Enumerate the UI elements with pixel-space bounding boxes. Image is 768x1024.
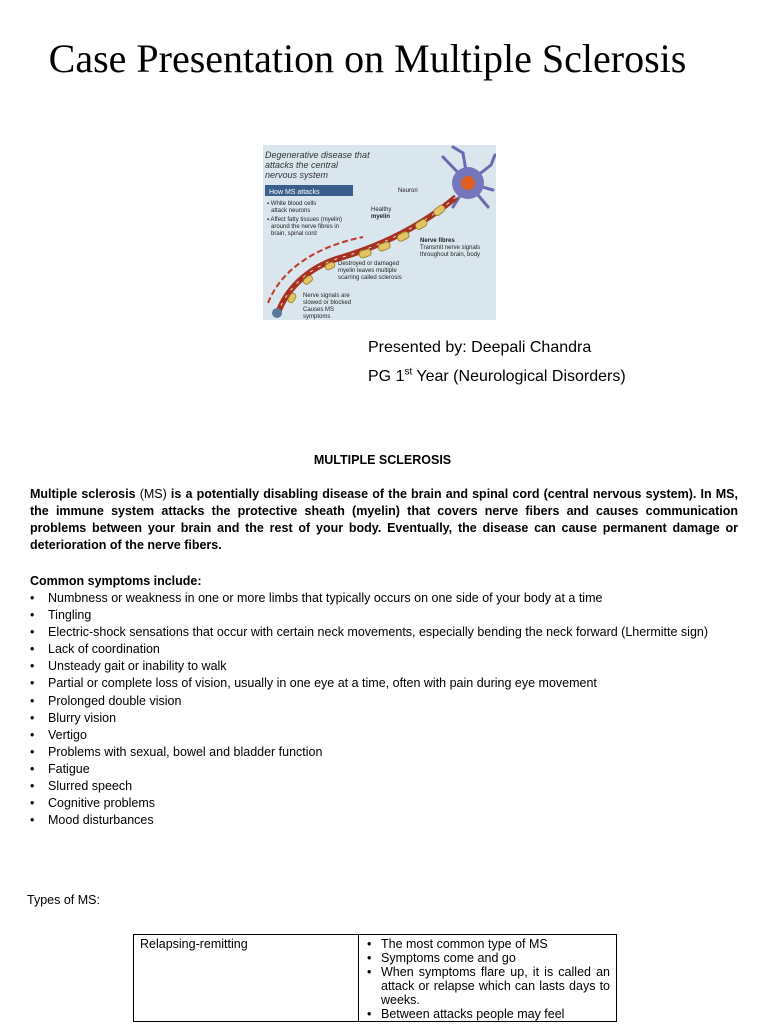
svg-text:Healthy: Healthy <box>371 207 392 213</box>
svg-text:around the nerve fibres in: around the nerve fibres in <box>271 224 340 230</box>
intro-abbr: (MS) <box>135 487 171 501</box>
list-item: • Slurred speech <box>30 778 740 795</box>
symptoms-title: Common symptoms include: <box>30 574 202 588</box>
svg-text:throughout brain, body: throughout brain, body <box>420 252 481 258</box>
nucleus <box>461 176 475 190</box>
list-item: • Cognitive problems <box>30 795 740 812</box>
list-item: • Blurry vision <box>30 710 740 727</box>
svg-text:slowed or blocked: slowed or blocked <box>303 300 352 306</box>
symptoms-list <box>30 590 740 829</box>
svg-text:Causes MS: Causes MS <box>303 307 335 313</box>
list-item: • Electric-shock sensations that occur with certain neck movements, especially bending the neck forward (Lhermitte sign) <box>30 624 740 641</box>
presented-by: Presented by: Deepali Chandra <box>368 339 592 356</box>
svg-text:myelin: myelin <box>371 214 391 220</box>
svg-text:brain, spinal cord: brain, spinal cord <box>271 231 317 237</box>
list-item: • Numbness or weakness in one or more limbs that typically occurs on one side of your body at a time <box>30 590 740 607</box>
list-item: • Vertigo <box>30 727 740 744</box>
ms-type-name: Relapsing-remitting <box>134 935 359 1022</box>
list-item: • Symptoms come and go <box>365 951 610 965</box>
list-item: • Problems with sexual, bowel and bladder function <box>30 744 740 761</box>
section-heading: MULTIPLE SCLEROSIS <box>313 453 452 467</box>
list-item: • Fatigue <box>30 761 740 778</box>
figure-banner-text: How MS attacks <box>269 189 320 196</box>
svg-text:attack neurons: attack neurons <box>271 208 311 214</box>
svg-text:Neuron: Neuron <box>398 188 418 194</box>
document-title: Case Presentation on Multiple Sclerosis <box>48 36 687 81</box>
intro-lead: Multiple sclerosis <box>30 487 136 501</box>
intro-rest: is a potentially disabling disease of the brain and spinal cord (central nervous system). In MS, the immune system attacks the protective sheath (myelin) that covers nerve fibers and causes communication problems between your brain and the rest of your body. Eventually, the disease can cause permanent damage or deterioration of the nerve fibers. <box>30 487 738 552</box>
list-item: • Unsteady gait or inability to walk <box>30 658 740 675</box>
presenter-year <box>368 368 626 386</box>
svg-text:scarring called sclerosis: scarring called sclerosis <box>338 275 402 281</box>
types-title: Types of MS: <box>27 893 100 907</box>
ms-type-points <box>359 935 617 1022</box>
intro-paragraph <box>30 486 738 554</box>
list-item: • When symptoms flare up, it is called an attack or relapse which can lasts days to weeks. <box>365 965 610 1007</box>
svg-text:Nerve fibres: Nerve fibres <box>420 238 455 244</box>
ms-illustration <box>263 145 496 320</box>
figure-caption-line2: attacks the central <box>265 160 339 170</box>
svg-text:symptoms: symptoms <box>303 314 331 320</box>
svg-text:Destroyed or damaged: Destroyed or damaged <box>338 261 400 267</box>
svg-text:Transmit nerve signals: Transmit nerve signals <box>420 245 481 251</box>
presenter-year-sup: st <box>404 366 413 378</box>
presenter-year-post: Year (Neurological Disorders) <box>412 368 626 385</box>
figure-caption-line3: nervous system <box>265 170 329 180</box>
figure-caption-line1: Degenerative disease that <box>265 150 370 160</box>
svg-text:▪ Affect fatty tissues (myelin: ▪ Affect fatty tissues (myelin) <box>267 217 343 223</box>
svg-text:Nerve signals are: Nerve signals are <box>303 293 350 299</box>
svg-text:▪ White blood cells: ▪ White blood cells <box>267 201 317 207</box>
list-item: • Prolonged double vision <box>30 693 740 710</box>
ms-types-table <box>133 934 617 1022</box>
list-item: • Mood disturbances <box>30 812 740 829</box>
list-item: • Between attacks people may feel <box>365 1007 610 1021</box>
table-row <box>134 935 617 1022</box>
list-item: • Lack of coordination <box>30 641 740 658</box>
list-item: • The most common type of MS <box>365 937 610 951</box>
svg-text:myelin leaves multiple: myelin leaves multiple <box>338 268 397 274</box>
list-item: • Tingling <box>30 607 740 624</box>
presenter-year-pre: PG 1 <box>368 368 405 385</box>
neuron-diagram <box>263 145 496 320</box>
list-item: • Partial or complete loss of vision, usually in one eye at a time, often with pain during eye movement <box>30 675 740 692</box>
